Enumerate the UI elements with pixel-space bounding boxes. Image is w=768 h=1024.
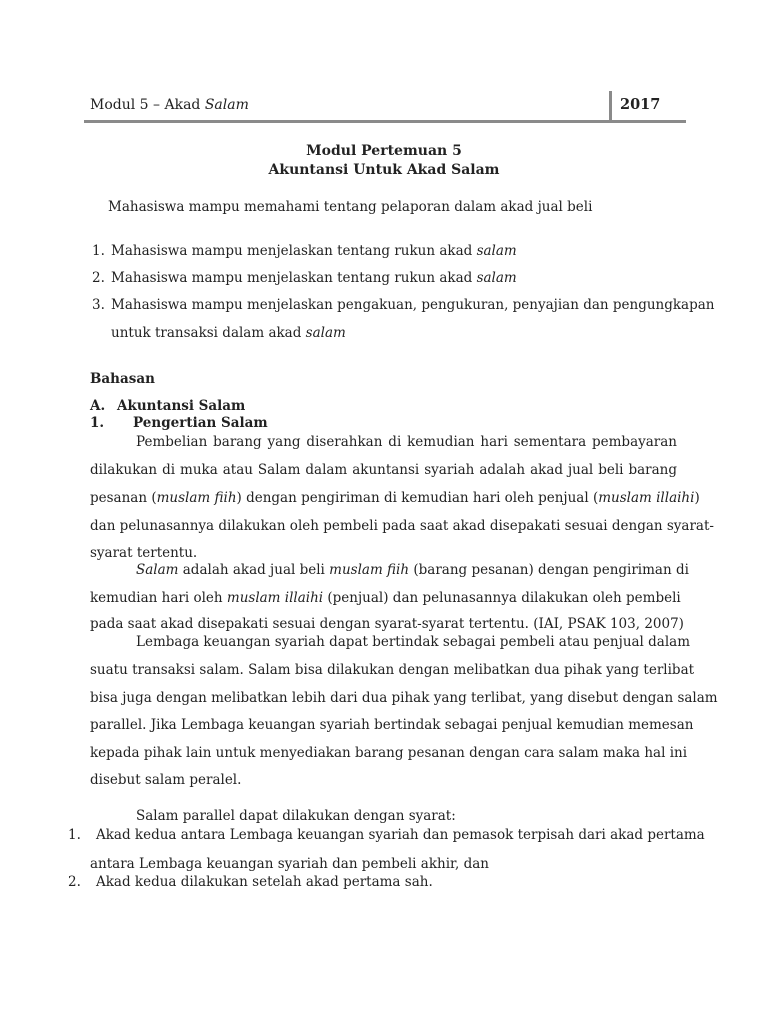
paragraph-line: Lembaga keuangan syariah dapat bertindak sebagai pembeli atau penjual dalam xyxy=(136,634,691,650)
paragraph-line: disebut salam peralel. xyxy=(90,772,242,788)
section-a-number: A. xyxy=(90,398,106,414)
section-a-title: Akuntansi Salam xyxy=(117,398,246,414)
condition-item-continued: antara Lembaga keuangan syariah dan pembeli akhir, dan xyxy=(90,856,489,872)
condition-item: Akad kedua antara Lembaga keuangan syariah dan pemasok terpisah dari akad pertama xyxy=(96,827,705,843)
subsection-1-number: 1. xyxy=(90,415,105,431)
objective-number: 1. xyxy=(92,243,105,259)
paragraph-line: kepada pihak lain untuk menyediakan barang pesanan dengan cara salam maka hal ini xyxy=(90,745,688,761)
paragraph-line: syarat tertentu. xyxy=(90,545,198,561)
paragraph-line: Pembelian barang yang diserahkan di kemudian hari sementara pembayaran xyxy=(136,434,677,450)
condition-number: 1. xyxy=(68,827,81,843)
section-heading-bahasan: Bahasan xyxy=(90,371,155,387)
paragraph-line: parallel. Jika Lembaga keuangan syariah bertindak sebagai penjual kemudian memesan xyxy=(90,717,694,733)
paragraph-line: dan pelunasannya dilakukan oleh pembeli pada saat akad disepakati sesuai dengan syarat- xyxy=(90,518,714,534)
paragraph-line: dilakukan di muka atau Salam dalam akuntansi syariah adalah akad jual beli barang xyxy=(90,462,677,478)
objective-item-continued: untuk transaksi dalam akad salam xyxy=(111,325,346,341)
paragraph-line: suatu transaksi salam. Salam bisa dilakukan dengan melibatkan dua pihak yang terlibat xyxy=(90,662,695,678)
objective-item: Mahasiswa mampu menjelaskan pengakuan, pengukuran, penyajian dan pengungkapan xyxy=(111,297,715,313)
condition-number: 2. xyxy=(68,874,81,890)
subsection-1-title: Pengertian Salam xyxy=(133,415,268,431)
objective-number: 3. xyxy=(92,297,105,313)
document-title: Modul Pertemuan 5 xyxy=(306,143,462,159)
header-vertical-rule xyxy=(609,91,612,122)
paragraph-line: bisa juga dengan melibatkan lebih dari dua pihak yang terlibat, yang disebut dengan salam xyxy=(90,690,718,706)
running-header xyxy=(90,97,249,113)
objective-item: Mahasiswa mampu menjelaskan tentang rukun akad salam xyxy=(111,243,517,259)
module-label-italic: Salam xyxy=(204,97,249,113)
condition-item: Akad kedua dilakukan setelah akad pertama sah. xyxy=(96,874,433,890)
header-rule xyxy=(84,120,686,123)
objective-item: Mahasiswa mampu menjelaskan tentang rukun akad salam xyxy=(111,270,517,286)
document-subtitle: Akuntansi Untuk Akad Salam xyxy=(268,162,500,178)
paragraph-line: pesanan (muslam fiih) dengan pengiriman di kemudian hari oleh penjual (muslam illaihi) xyxy=(90,490,700,506)
objective-number: 2. xyxy=(92,270,105,286)
conditions-intro: Salam parallel dapat dilakukan dengan syarat: xyxy=(136,808,456,824)
learning-goal: Mahasiswa mampu memahami tentang pelaporan dalam akad jual beli xyxy=(108,199,593,215)
paragraph-line: pada saat akad disepakati sesuai dengan syarat-syarat tertentu. (IAI, PSAK 103, 2007) xyxy=(90,616,684,632)
module-label: Modul 5 – Akad xyxy=(90,97,205,113)
paragraph-line: kemudian hari oleh muslam illaihi (penjual) dan pelunasannya dilakukan oleh pembeli xyxy=(90,590,681,606)
paragraph-line: Salam adalah akad jual beli muslam fiih (barang pesanan) dengan pengiriman di xyxy=(136,562,689,578)
header-year: 2017 xyxy=(620,96,661,113)
